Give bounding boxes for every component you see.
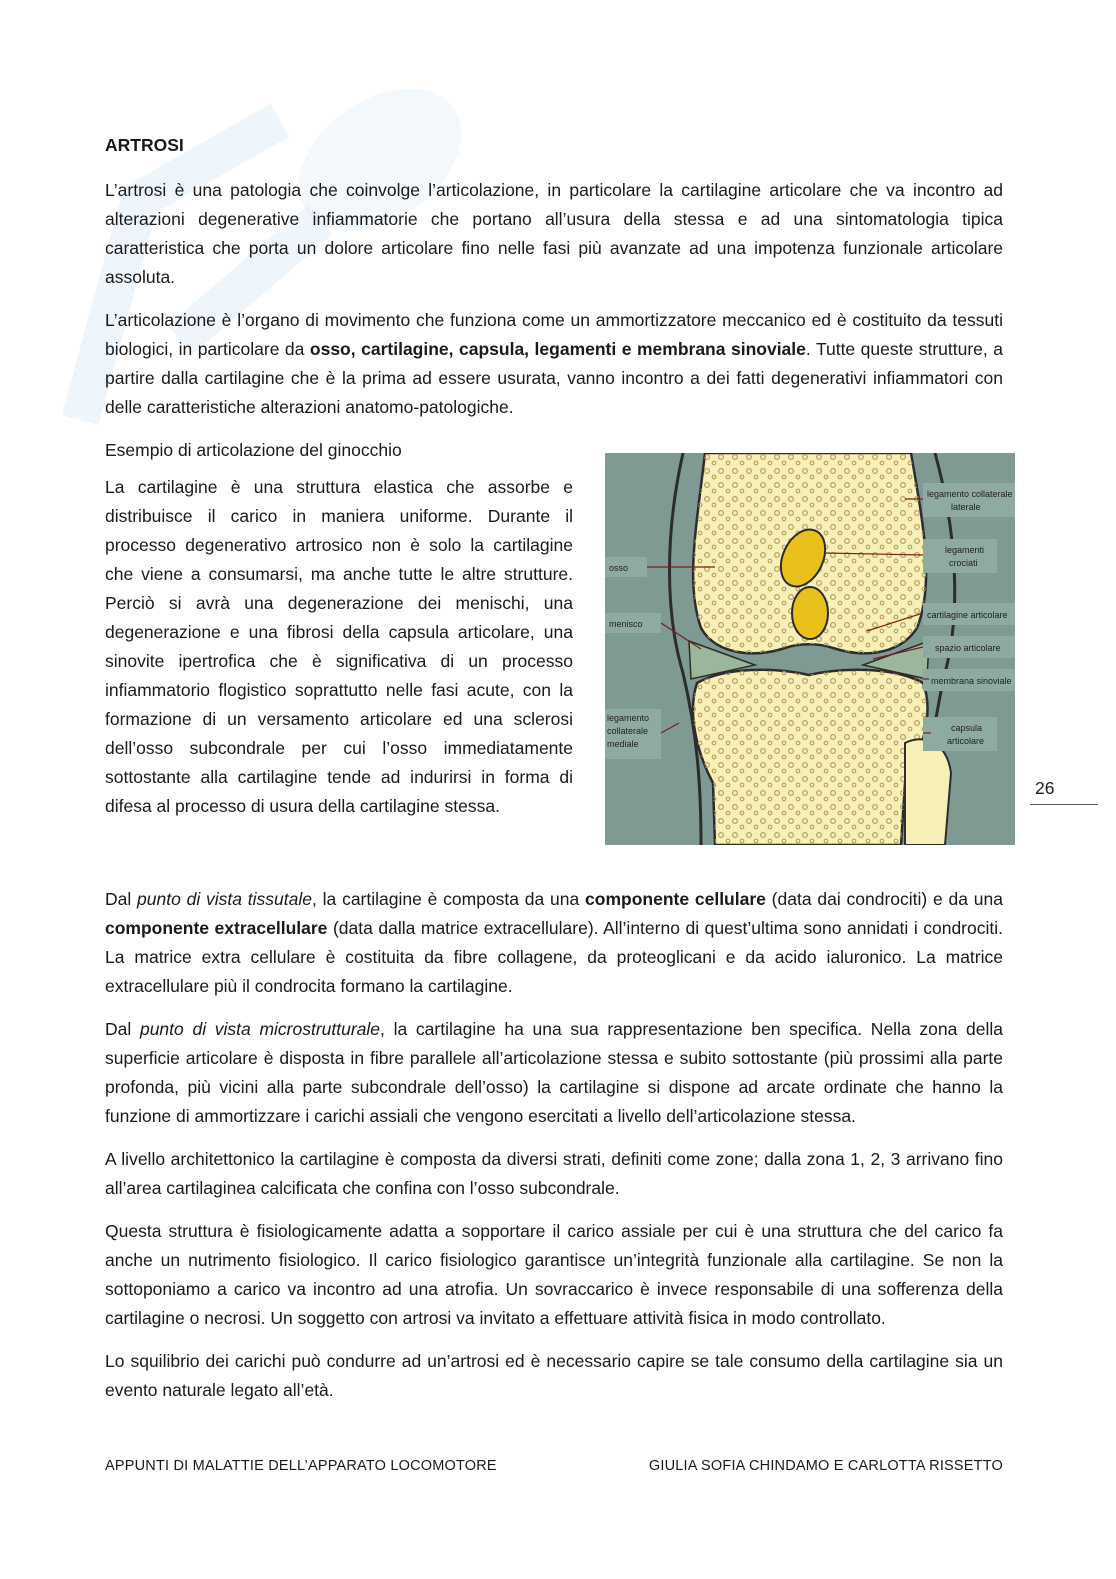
label-legamento-mediale-2: collaterale: [607, 726, 649, 736]
page-number-rule: [1030, 804, 1098, 805]
label-osso: osso: [609, 563, 629, 573]
paragraph-microstrutturale: Dal punto di vista microstrutturale, la cartilagine ha una sua rappresentazione ben specifica. Nella zona della superficie articolare è disposta in fibre parallele all’articolazione stessa e subito sottostante (più prossimi alla parte profonda, più vicini alla parte subcondrale dell’osso) la cartilagine si dispone ad arcate ordinate che hanno la funzione di ammortizzare i carichi assiali che vengono esercitati a livello dell’articolazione stessa.: [105, 1019, 1004, 1126]
paragraph-squilibrio: Lo squilibrio dei carichi può condurre ad un’artrosi ed è necessario capire se tale consumo della cartilagine sia un evento naturale legato all’età.: [105, 1351, 1003, 1400]
paragraph-articolazione: L’articolazione è l’organo di movimento che funziona come un ammortizzatore meccanico ed è costituito da tessuti biologici, in particolare da osso, cartilagine, capsula, legamenti e membrana sinoviale. Tutte queste strutture, a partire dalla cartilagine che è la prima ad essere usurata, vanno incontro a dei fatti degenerativi infiammatori con delle caratteristiche alterazioni anatomo-patologiche.: [105, 310, 1003, 417]
label-capsula-2: articolare: [947, 736, 985, 746]
page-number: 26: [1035, 778, 1055, 798]
label-spazio-articolare: spazio articolare: [935, 643, 1001, 653]
document-body: [105, 131, 1013, 1419]
paragraph-intro: L’artrosi è una patologia che coinvolge l’articolazione, in particolare la cartilagine articolare che va incontro ad alterazioni degenerative infiammatorie che portano all’usura della stessa e ad una sintomatologia tipica caratteristica che porta un dolore articolare fino nelle fasi più avanzate ad una impotenza funzionale articolare assoluta.: [105, 180, 1003, 287]
label-capsula-1: capsula: [951, 723, 983, 733]
legamento-crociato-posteriore: [792, 587, 828, 639]
bold-componente-extracellulare: componente extracellulare: [105, 918, 328, 938]
label-membrana-sinoviale: membrana sinoviale: [931, 676, 1012, 686]
knee-section: [105, 473, 1013, 873]
paragraph-tissutale: Dal punto di vista tissutale, la cartilagine è composta da una componente cellulare (data dai condrociti) e da una componente extracellulare (data dalla matrice extracellulare). All’interno di quest’ultima sono annidati i condrociti. La matrice extra cellulare è costituita da fibre collagene, da proteoglicani e da acido ialuronico. La matrice extracellulare più il condrocita formano la cartilagine.: [105, 889, 1003, 996]
label-legamento-laterale-2: laterale: [951, 502, 981, 512]
label-crociati-1: legamenti: [945, 545, 985, 555]
paragraph-cartilagine: La cartilagine è una struttura elastica che assorbe e distribuisce il carico in maniera uniforme. Durante il processo degenerativo artrosico non è solo la cartilagine che viene a consumarsi, ma anche tutte le altre strutture. Perciò si avrà una degenerazione dei menischi, una degenerazione e una fibrosi della capsula articolare, una sinovite ipertrofica che è significativa di un processo infiammatorio flogistico soprattutto nelle fasi acute, con la formazione di un versamento articolare ed una sclerosi dell’osso subcondrale per cui l’osso immediatamente sottostante alla cartilagine tende ad indurirsi in forma di difesa al processo di usura della cartilagine stessa.: [105, 477, 573, 816]
fibula: [905, 739, 951, 845]
bold-structures: osso, cartilagine, capsula, legamenti e membrana sinoviale: [309, 339, 806, 359]
label-crociati-2: crociati: [949, 558, 978, 568]
paragraph-carico: Questa struttura è fisiologicamente adatta a sopportare il carico assiale per cui è una struttura che del carico fa anche un nutrimento fisiologico. Il carico fisiologico garantisce un’integrità funzionale alla cartilagine. Se non la sottoponiamo a carico va incontro ad una atrofia. Un sovraccarico è invece responsabile di una sofferenza della cartilagine o necrosi. Un soggetto con artrosi va invitato a effettuare attività fisica in modo controllato.: [105, 1221, 1003, 1328]
label-legamento-laterale-1: legamento collaterale: [927, 489, 1013, 499]
knee-joint-diagram: [605, 453, 1015, 845]
label-cartilagine-articolare: cartilagine articolare: [927, 610, 1008, 620]
label-menisco: menisco: [609, 619, 643, 629]
label-legamento-mediale-1: legamento: [607, 713, 650, 723]
paragraph-architettonico: A livello architettonico la cartilagine è composta da diversi strati, definiti come zone; dalla zona 1, 2, 3 arrivano fino all’area cartilaginea calcificata che confina con l’osso subcondrale.: [105, 1149, 1003, 1198]
figure-subheading: Esempio di articolazione del ginocchio: [105, 440, 402, 460]
footer-authors: GIULIA SOFIA CHINDAMO E CARLOTTA RISSETTO: [648, 1458, 1003, 1474]
label-legamento-mediale-3: mediale: [607, 739, 639, 749]
footer-title: APPUNTI DI MALATTIE DELL’APPARATO LOCOMOTORE: [105, 1458, 497, 1474]
section-heading: ARTROSI: [105, 135, 184, 155]
bold-componente-cellulare: componente cellulare: [585, 889, 766, 909]
